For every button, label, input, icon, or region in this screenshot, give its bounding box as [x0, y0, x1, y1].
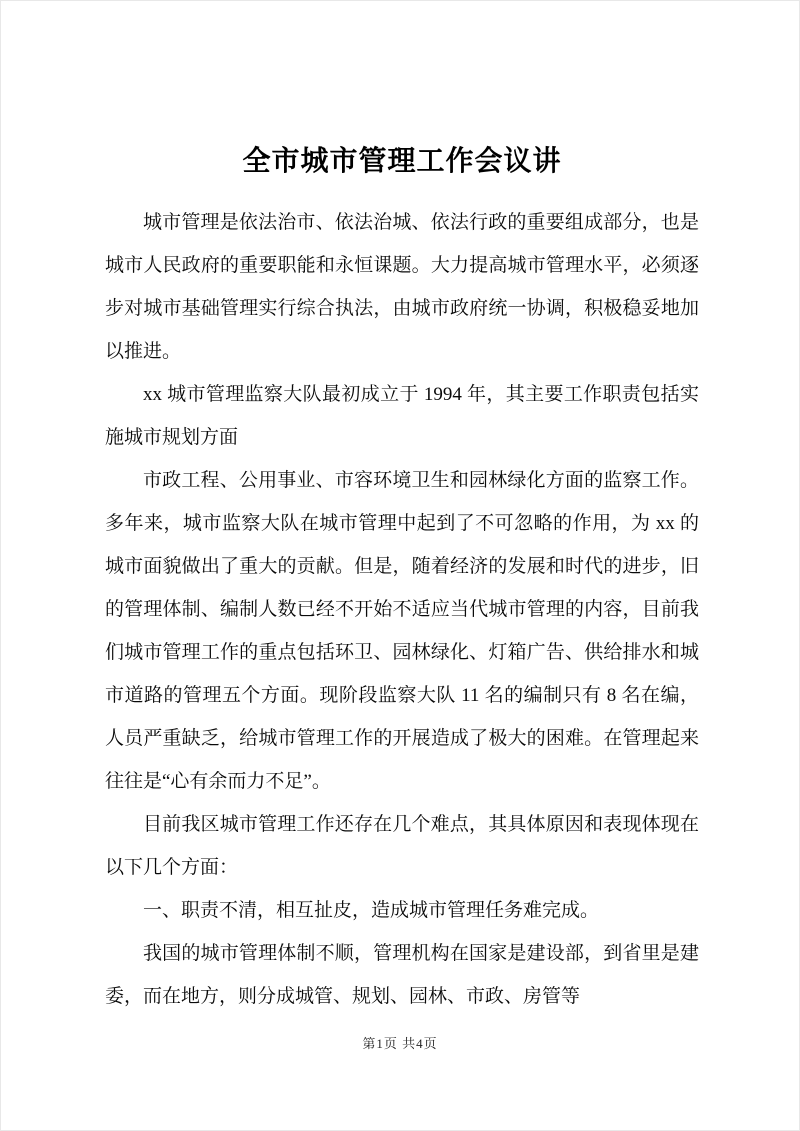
paragraph-history: xx 城市管理监察大队最初成立于 1994 年，其主要工作职责包括实施城市规划方面 — [105, 384, 699, 448]
paragraph-point-one-body: 我国的城市管理体制不顺，管理机构在国家是建设部，到省里是建委，而在地方，则分成城管、规划、园林、市政、房管等 — [105, 943, 699, 1007]
page-footer — [1, 1033, 799, 1052]
paragraph-difficulties-lead: 目前我区城市管理工作还存在几个难点，其具体原因和表现体现在以下几个方面： — [105, 814, 699, 878]
paragraph-duties: 市政工程、公用事业、市容环境卫生和园林绿化方面的监察工作。多年来，城市监察大队在城市管理中起到了不可忽略的作用，为 xx 的城市面貌做出了重大的贡献。但是，随着经济的发展和时代的进步，旧的管理体制、编制人数已经不开始不适应当代城市管理的内容，目前我们城市管理工作的重点包括环卫、园林绿化、灯箱广告、供给排水和城市道路的管理五个方面。现阶段监察大队 11 名的编制只有 8 名在编，人员严重缺乏，给城市管理工作的开展造成了极大的困难。在管理起来往往是“心有余而力不足”。 — [105, 470, 699, 792]
page-number-text: 第1页 共4页 — [362, 1036, 438, 1051]
paragraph-point-one-heading: 一、职责不清，相互扯皮，造成城市管理任务难完成。 — [143, 900, 600, 921]
document-title: 全市城市管理工作会议讲 — [242, 146, 562, 177]
document-body — [105, 201, 699, 1018]
paragraph-intro: 城市管理是依法治市、依法治城、依法行政的重要组成部分，也是城市人民政府的重要职能和永恒课题。大力提高城市管理水平，必须逐步对城市基础管理实行综合执法，由城市政府统一协调，积极稳妥地加以推进。 — [105, 212, 699, 362]
